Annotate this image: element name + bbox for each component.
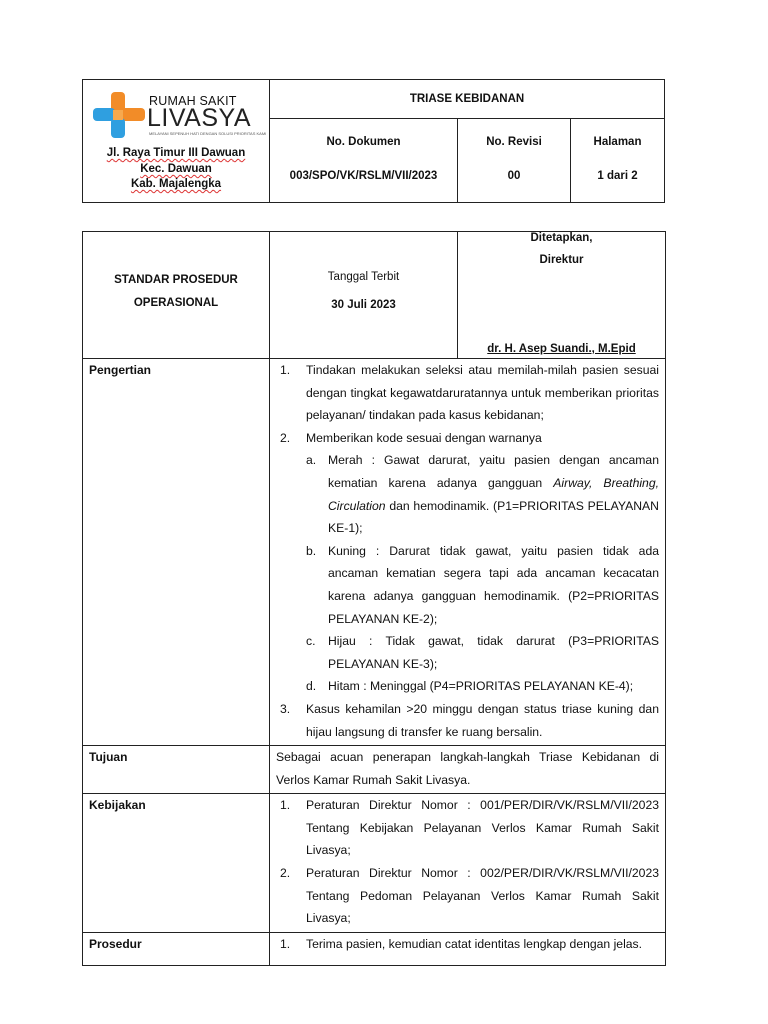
section-prosedur bbox=[83, 932, 666, 966]
list-item: a. Merah : Gawat darurat, yaitu pasien dengan ancaman kematian karena adanya gangguan Airway, Breathing, Circulation dan hemodinamik. (P1=PRIORITAS PELAYANAN KE-1); bbox=[306, 453, 659, 536]
tujuan-text: Sebagai acuan penerapan langkah-langkah Triase Kebidanan di Verlos Kamar Rumah Sakit Livasya. bbox=[276, 750, 659, 787]
section-content bbox=[270, 932, 666, 966]
signatory-name: dr. H. Asep Suandi., M.Epid bbox=[487, 343, 636, 355]
no-dokumen-value: 003/SPO/VK/RSLM/VII/2023 bbox=[289, 170, 438, 182]
section-content bbox=[270, 746, 666, 794]
section-label: Prosedur bbox=[83, 932, 270, 966]
jabatan-label: Direktur bbox=[539, 254, 584, 266]
spo-title-cell bbox=[83, 232, 270, 359]
list-item: 2. Peraturan Direktur Nomor : 002/PER/DIR/VK/RSLM/VII/2023 Tentang Pedoman Pelayanan Verlos Kamar Rumah Sakit Livasya; bbox=[280, 866, 659, 926]
address-line-1: Jl. Raya Timur III Dawuan bbox=[106, 147, 246, 159]
section-tujuan bbox=[83, 746, 666, 794]
list-item: 2. Memberikan kode sesuai dengan warnanya bbox=[280, 430, 542, 445]
section-label: Kebijakan bbox=[83, 794, 270, 933]
section-label: Pengertian bbox=[83, 359, 270, 746]
list-item: 3. Kasus kehamilan >20 minggu dengan status triase kuning dan hijau langsung di transfer ke ruang bersalin. bbox=[280, 701, 659, 739]
no-revisi-label: No. Revisi bbox=[486, 136, 542, 148]
no-revisi-cell bbox=[458, 119, 571, 203]
list-item: d. Hitam : Meninggal (P4=PRIORITAS PELAYANAN KE-4); bbox=[306, 679, 634, 694]
ditetapkan-label: Ditetapkan, bbox=[530, 232, 593, 244]
list-item: b. Kuning : Darurat tidak gawat, yaitu pasien tidak ada ancaman kematian segera tapi ada ancaman kecacatan karena adanya gangguan hemodinamik. (P2=PRIORITAS PELAYANAN KE-2); bbox=[306, 543, 659, 626]
ditetapkan-cell bbox=[458, 232, 666, 359]
logo-org-name: LIVASYA bbox=[147, 104, 252, 132]
section-label: Tujuan bbox=[83, 746, 270, 794]
logo-org-small: RUMAH SAKIT bbox=[149, 94, 237, 108]
halaman-cell bbox=[571, 119, 665, 203]
section-kebijakan bbox=[83, 794, 666, 933]
address-line-2: Kec. Dawuan bbox=[140, 163, 212, 175]
list-item: c. Hijau : Tidak gawat, tidak darurat (P3=PRIORITAS PELAYANAN KE-3); bbox=[306, 634, 659, 671]
hospital-cross-logo-icon bbox=[93, 92, 145, 138]
section-content bbox=[270, 794, 666, 933]
header-table bbox=[82, 79, 665, 203]
logo-cell bbox=[83, 80, 270, 203]
spo-title-line-1: STANDAR PROSEDUR bbox=[114, 274, 238, 286]
no-dokumen-cell bbox=[270, 119, 458, 203]
halaman-value: 1 dari 2 bbox=[597, 170, 638, 182]
document-title: TRIASE KEBIDANAN bbox=[270, 80, 665, 119]
address-line-3: Kab. Majalengka bbox=[130, 178, 222, 190]
no-dokumen-label: No. Dokumen bbox=[326, 136, 401, 148]
spo-table bbox=[82, 231, 666, 966]
section-content bbox=[270, 359, 666, 746]
list-item: 1. Peraturan Direktur Nomor : 001/PER/DIR/VK/RSLM/VII/2023 Tentang Kebijakan Pelayanan Verlos Kamar Rumah Sakit Livasya; bbox=[280, 798, 659, 858]
spo-title-line-2: OPERASIONAL bbox=[133, 297, 219, 309]
tanggal-terbit-cell bbox=[270, 232, 458, 359]
list-item: 1. Tindakan melakukan seleksi atau memilah-milah pasien sesuai dengan tingkat kegawatdaruratannya untuk memberikan prioritas pelayanan/ tindakan pada kasus kebidanan; bbox=[280, 363, 659, 423]
tanggal-terbit-label: Tanggal Terbit bbox=[327, 271, 400, 283]
logo-tagline: MELAYANI SEPENUH HATI DENGAN SOLUSI PRIORITAS KAMI bbox=[149, 131, 267, 136]
section-pengertian bbox=[83, 359, 666, 746]
halaman-label: Halaman bbox=[593, 136, 642, 148]
no-revisi-value: 00 bbox=[507, 170, 521, 182]
tanggal-terbit-value: 30 Juli 2023 bbox=[331, 299, 396, 311]
list-item: 1. Terima pasien, kemudian catat identitas lengkap dengan jelas. bbox=[280, 936, 643, 951]
